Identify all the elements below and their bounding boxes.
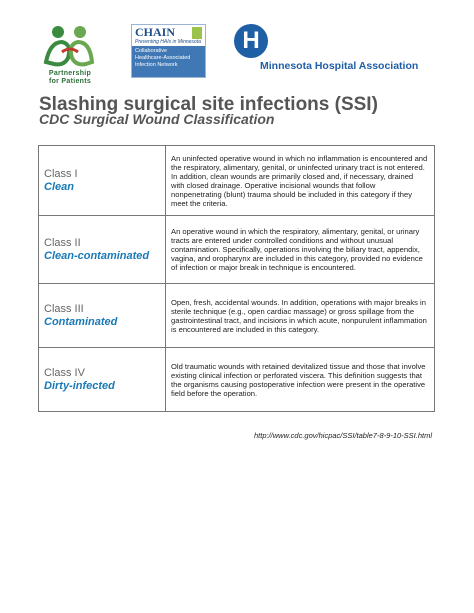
chain-description (132, 46, 205, 77)
hospital-h-icon (234, 24, 268, 58)
chain-logo (131, 24, 206, 78)
class-name: Class IV (44, 366, 85, 379)
partnership-for-patients-logo (38, 22, 102, 94)
class-description: An uninfected operative wound in which no inflammation is encountered and the respiratory, alimentary, genital, or uninfected urinary tract is not entered. In addition, clean wounds are primarily closed and, if necessary, drained with closed drainage. Operative incisional wounds that follow nonpenetrating (blunt) trauma should be included in this category if they meet the criteria. (166, 146, 435, 216)
class-cell (39, 284, 166, 348)
table-row (39, 216, 435, 284)
pfp-line2: for Patients (48, 78, 92, 85)
class-description: Open, fresh, accidental wounds. In addition, operations with major breaks in sterile technique (e.g., open cardiac massage) or gross spillage from the gastrointestinal tract, and incisions in which acute, nonpurulent inflammation is encountered are included in this category. (166, 284, 435, 348)
page-title: Slashing surgical site infections (SSI) (39, 94, 378, 115)
class-cell (39, 146, 166, 216)
source-url: http://www.cdc.gov/hicpac/SSI/table7-8-9-10-SSI.html (254, 431, 432, 440)
mha-letter: H (242, 27, 260, 54)
pfp-line1: Partnership (48, 70, 92, 77)
class-cell (39, 348, 166, 412)
class-name: Class II (44, 236, 81, 249)
people-icon (38, 22, 102, 70)
class-type: Clean-contaminated (44, 249, 150, 262)
class-description: Old traumatic wounds with retained devitalized tissue and those that involve existing clinical infection or perforated viscera. This definition suggests that the organisms causing postoperative infection were present in the operative field before the operation. (166, 348, 435, 412)
table-row (39, 146, 435, 216)
chain-name: CHAIN (132, 25, 205, 39)
chain-line: Healthcare-Associated (135, 55, 191, 61)
class-type: Clean (44, 180, 74, 193)
class-name: Class III (44, 302, 84, 315)
minnesota-map-icon (192, 27, 202, 39)
logo-bar (0, 18, 474, 98)
class-name: Class I (44, 167, 78, 180)
chain-tagline: Preventing HAIs in Minnesota (135, 39, 201, 45)
chain-line: Infection Network (135, 62, 178, 68)
minnesota-hospital-association-logo (232, 24, 442, 74)
classification-table (38, 145, 435, 412)
table-row (39, 348, 435, 412)
table-row (39, 284, 435, 348)
class-type: Dirty-infected (44, 379, 115, 392)
class-description: An operative wound in which the respiratory, alimentary, genital, or urinary tracts are entered under controlled conditions and without unusual contamination. Specifically, operations involving the biliary tract, appendix, vagina, and oropharynx are included in this category, provided no evidence of infection or major break in technique is encountered. (166, 216, 435, 284)
class-cell (39, 216, 166, 284)
class-type: Contaminated (44, 315, 118, 328)
page-subtitle: CDC Surgical Wound Classification (39, 111, 275, 127)
mha-name: Minnesota Hospital Association (260, 60, 419, 72)
chain-line: Collaborative (135, 48, 168, 54)
